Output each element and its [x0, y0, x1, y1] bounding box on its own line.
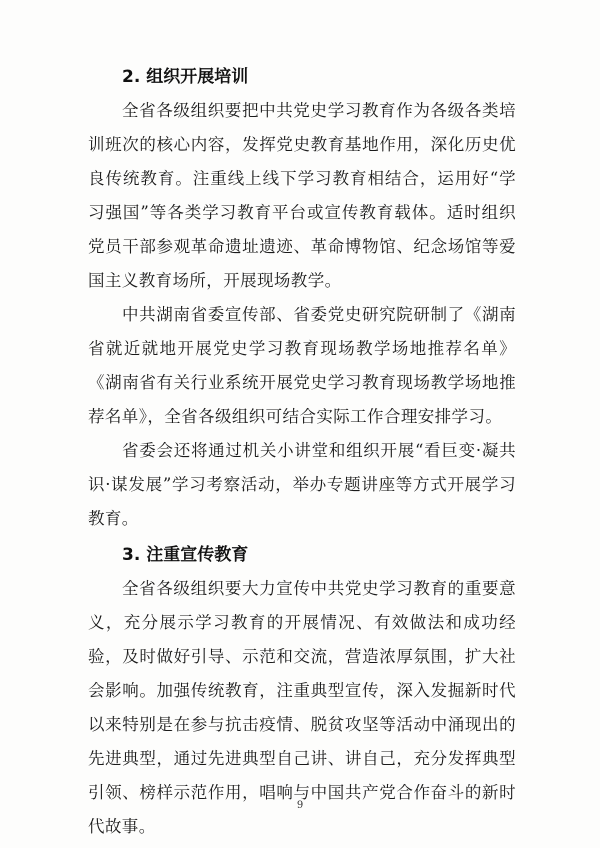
section-2-paragraph-3: 省委会还将通过机关小讲堂和组织开展“看巨变·凝共识·谋发展”学习考察活动，举办专题讲座等方式开展学习教育。 — [88, 441, 516, 528]
section-2-paragraph-1: 全省各级组织要把中共党史学习教育作为各级各类培训班次的核心内容，发挥党史教育基地作用，深化历史优良传统教育。注重线上线下学习教育相结合，运用好“学习强国”等各类学习教育平台或宣传教育载体。适时组织党员干部参观革命遗址遗迹、革命博物馆、纪念场馆等爱国主义教育场所，开展现场教学。 — [88, 101, 516, 290]
section-3-heading: 3. 注重宣传教育 — [122, 545, 249, 565]
section-2-paragraph-2: 中共湖南省委宣传部、省委党史研究院研制了《湖南省就近就地开展党史学习教育现场教学场地推荐名单》《湖南省有关行业系统开展党史学习教育现场教学场地推荐名单》，全省各级组织可结合实际工作合理安排学习。 — [88, 305, 516, 426]
section-2-heading: 2. 组织开展培训 — [122, 67, 249, 87]
document-body — [88, 60, 516, 844]
page-number: 9 — [296, 800, 304, 811]
section-3-paragraph-1: 全省各级组织要大力宣传中共党史学习教育的重要意义，充分展示学习教育的开展情况、有效做法和成功经验，及时做好引导、示范和交流，营造浓厚氛围，扩大社会影响。加强传统教育，注重典型宣传，深入发掘新时代以来特别是在参与抗击疫情、脱贫攻坚等活动中涌现出的先进典型，通过先进典型自己讲、讲自己，充分发挥典型引领、榜样示范作用，唱响与中国共产党合作奋斗的新时代故事。 — [88, 579, 516, 836]
